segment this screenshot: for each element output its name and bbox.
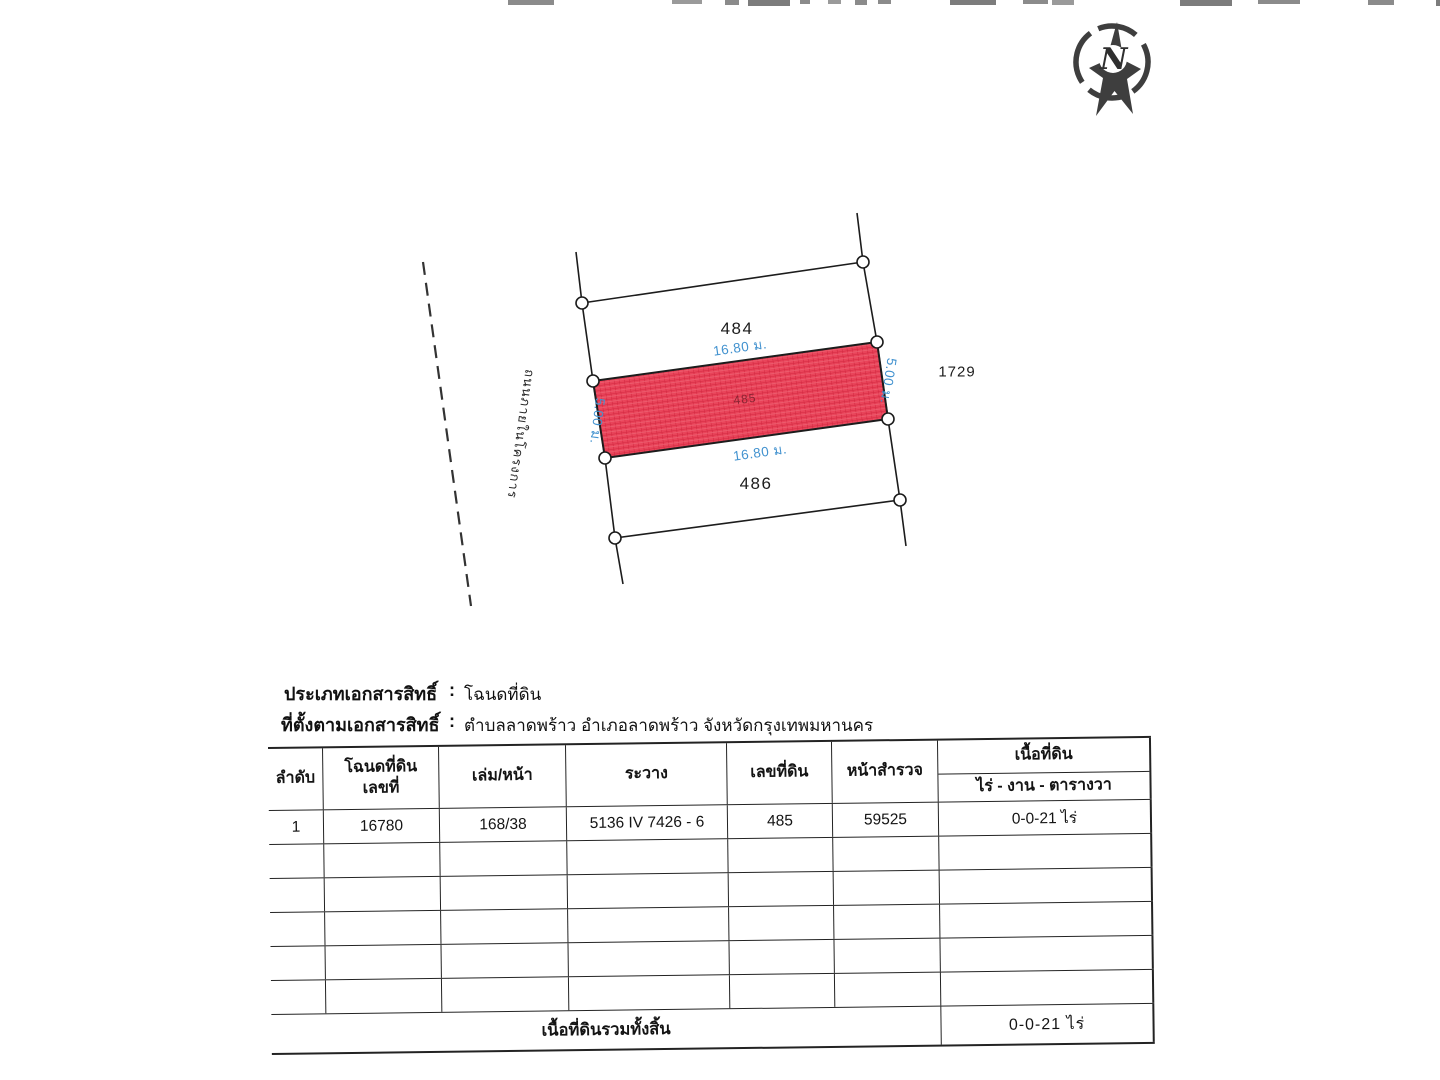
doc-type-label: ประเภทเอกสารสิทธิ์: [284, 684, 438, 704]
doc-type-value: โฉนดที่ดิน: [464, 685, 542, 704]
header-book-page: เล่ม/หน้า: [438, 745, 566, 808]
cell-empty: [324, 877, 440, 911]
parcel-label-486: 486: [739, 474, 773, 493]
deed-table: [268, 736, 1155, 1055]
cell-empty: [833, 871, 939, 905]
cell-empty: [567, 873, 728, 908]
compass-n-label: N: [1100, 42, 1128, 77]
cell-empty: [728, 872, 833, 906]
cell-empty: [939, 868, 1153, 904]
footer-total-value: 0-0-21 ไร่: [940, 1004, 1154, 1045]
cell-empty: [729, 974, 834, 1008]
cell-empty: [940, 970, 1154, 1006]
cell-empty: [323, 843, 439, 877]
cell-empty: [439, 841, 566, 876]
cell-empty: [833, 905, 939, 939]
header-order: ลำดับ: [275, 769, 316, 787]
cell-empty: [270, 878, 324, 912]
footer-total-label: เนื้อที่ดินรวมทั้งสิ้น: [541, 1019, 671, 1040]
cell-empty: [728, 906, 833, 940]
cell-area: 0-0-21 ไร่: [938, 800, 1152, 836]
cell-empty: [567, 941, 728, 976]
header-sheet: ระวาง: [565, 743, 727, 806]
cell-empty: [441, 977, 568, 1012]
cell-empty: [269, 844, 323, 878]
boundary-top: [582, 262, 863, 303]
cell-empty: [728, 940, 833, 974]
boundary-bottom: [615, 500, 900, 538]
parcel-label-485: 485: [732, 390, 758, 408]
cell-empty: [567, 907, 728, 942]
doc-type-colon: :: [449, 680, 455, 700]
header-area: [937, 738, 1152, 802]
cell-empty: [270, 912, 324, 946]
parcel-label-1729: 1729: [938, 363, 976, 381]
header-parcel-no: เลขที่ดิน: [726, 742, 832, 804]
cell-book-page: 168/38: [439, 807, 566, 842]
cell-empty: [271, 980, 325, 1014]
cell-order: 1: [291, 818, 301, 836]
dimension-left: 5.00 ม.: [587, 397, 608, 445]
location-label: ที่ตั้งตามเอกสารสิทธิ์: [281, 715, 440, 735]
cell-empty: [939, 902, 1153, 938]
dimension-bottom: 16.80 ม.: [732, 441, 788, 464]
header-area-units: ไร่ - งาน - ตารางวา: [976, 776, 1112, 796]
cell-empty: [440, 875, 567, 910]
dimension-right: 5.00 ม.: [877, 356, 900, 405]
cell-empty: [834, 973, 940, 1007]
cell-deed-no: 16780: [323, 809, 439, 843]
cell-empty: [440, 909, 567, 944]
cell-empty: [324, 911, 440, 945]
cell-empty: [325, 979, 441, 1013]
header-area-title: เนื้อที่ดิน: [938, 738, 1149, 775]
header-deed-no: [322, 747, 439, 809]
header-survey-page: หน้าสำรวจ: [831, 741, 938, 803]
parcel-label-484: 484: [720, 319, 754, 338]
location-value: ตำบลลาดพร้าว อำเภอลาดพร้าว จังหวัดกรุงเทพมหานคร: [464, 716, 874, 735]
cell-empty: [938, 834, 1152, 870]
cell-empty: [566, 839, 727, 874]
dimension-top: 16.80 ม.: [712, 336, 768, 359]
cell-empty: [727, 838, 832, 872]
header-deed-no-line1: โฉนดที่ดิน: [344, 757, 418, 776]
cell-empty: [832, 837, 938, 871]
road-label: ถนนภายในโครงการ: [504, 368, 538, 500]
cell-empty: [568, 975, 729, 1010]
cell-empty: [939, 936, 1153, 972]
cell-sheet: 5136 IV 7426 - 6: [566, 805, 727, 840]
cell-empty: [271, 946, 325, 980]
cell-empty: [833, 939, 939, 973]
cell-empty: [325, 945, 441, 979]
header-deed-no-line2: เลขที่: [362, 778, 400, 797]
cell-parcel-no: 485: [727, 804, 832, 838]
table-header-row: [268, 738, 1152, 811]
location-colon: :: [449, 711, 455, 731]
cell-survey-page: 59525: [832, 803, 938, 837]
cell-empty: [440, 943, 567, 978]
road-dashed-line: [423, 262, 471, 606]
